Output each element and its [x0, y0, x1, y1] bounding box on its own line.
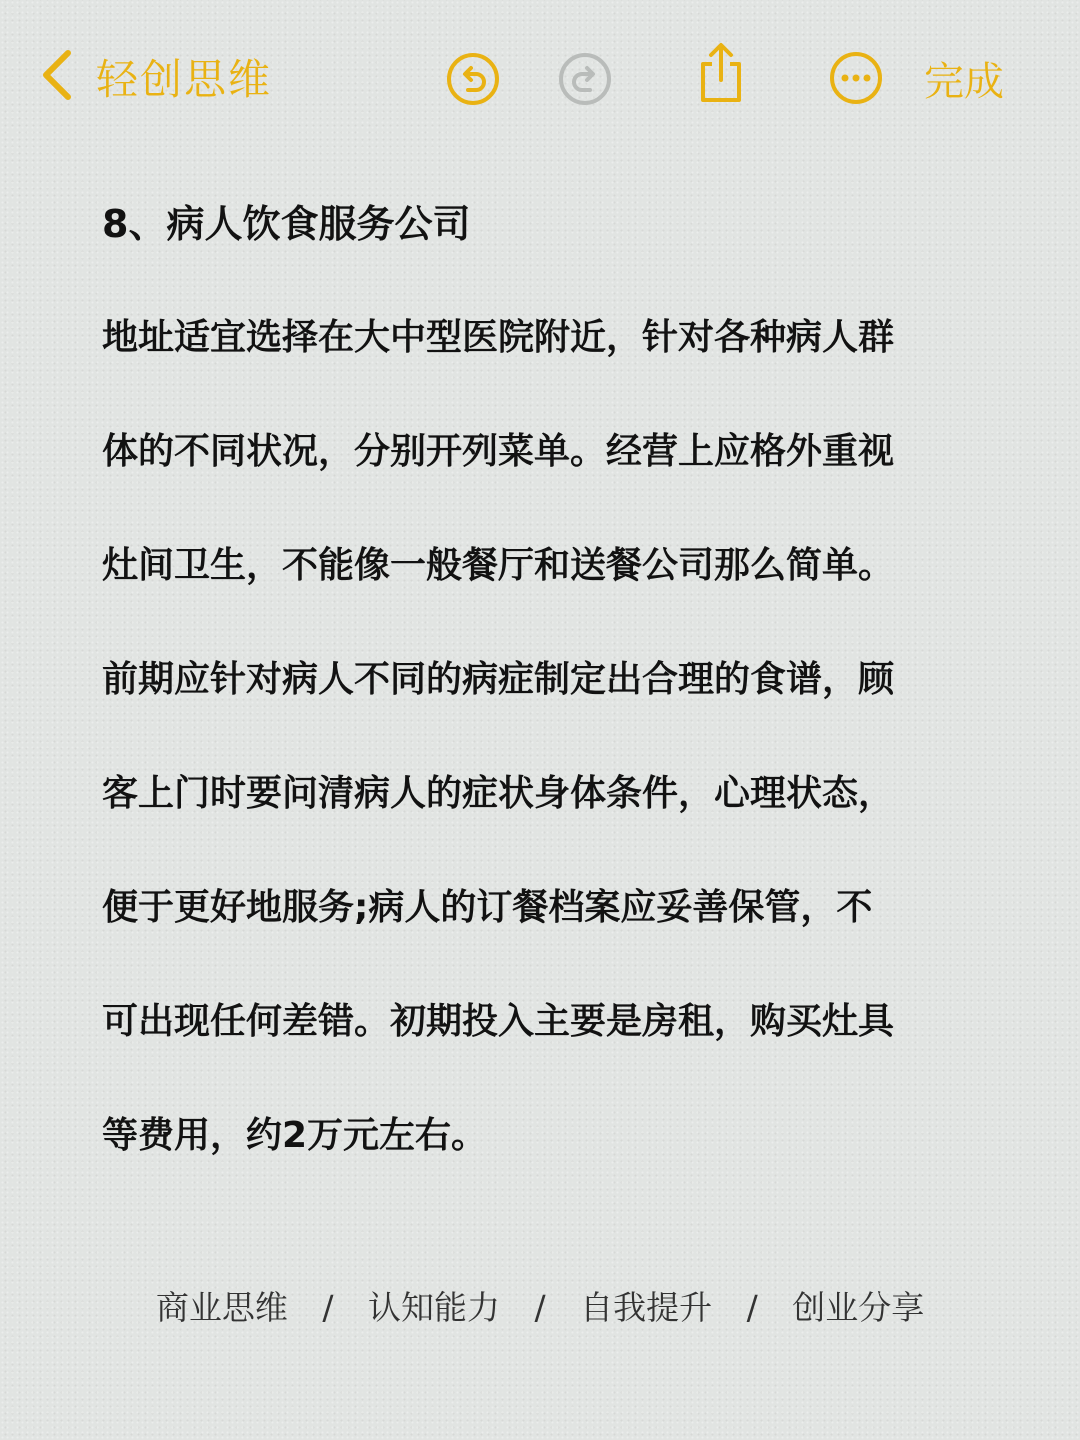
- chevron-left-icon: [38, 48, 74, 106]
- note-line: 体的不同状况，分别开列菜单。经营上应格外重视: [102, 431, 895, 472]
- note-body[interactable]: [102, 196, 992, 1222]
- tag-row: [0, 1282, 1080, 1329]
- share-icon: [695, 40, 747, 110]
- done-button[interactable]: 完成: [924, 58, 1004, 105]
- tag-separator: /: [746, 1288, 758, 1327]
- note-line: 等费用，约2万元左右。: [102, 1115, 488, 1156]
- redo-button[interactable]: [556, 52, 614, 110]
- back-label: 轻创思维: [96, 55, 273, 104]
- more-icon: [826, 48, 886, 112]
- redo-icon: [556, 50, 614, 112]
- tag-business-thinking[interactable]: 商业思维: [155, 1288, 288, 1327]
- note-line: 便于更好地服务;病人的订餐档案应妥善保管，不: [102, 887, 873, 928]
- note-line: 地址适宜选择在大中型医院附近，针对各种病人群: [102, 317, 895, 358]
- note-line: 可出现任何差错。初期投入主要是房租，购买灶具: [102, 1001, 895, 1042]
- undo-button[interactable]: [444, 52, 502, 110]
- toolbar: [0, 0, 1080, 160]
- back-button[interactable]: [38, 44, 272, 110]
- note-line: 前期应针对病人不同的病症制定出合理的食谱，顾: [102, 659, 895, 700]
- note-line: 灶间卫生，不能像一般餐厅和送餐公司那么简单。: [102, 545, 895, 586]
- share-button[interactable]: [692, 42, 750, 108]
- undo-icon: [444, 50, 502, 112]
- note-line: 客上门时要问清病人的症状身体条件，心理状态，: [102, 773, 895, 814]
- more-button[interactable]: [826, 50, 886, 110]
- tag-cognitive-ability[interactable]: 认知能力: [367, 1288, 500, 1327]
- tag-self-improvement[interactable]: 自我提升: [580, 1288, 713, 1327]
- note-heading: 8、病人饮食服务公司: [102, 202, 471, 246]
- tag-separator: /: [534, 1288, 546, 1327]
- tag-separator: /: [322, 1288, 334, 1327]
- tag-startup-sharing[interactable]: 创业分享: [792, 1288, 925, 1327]
